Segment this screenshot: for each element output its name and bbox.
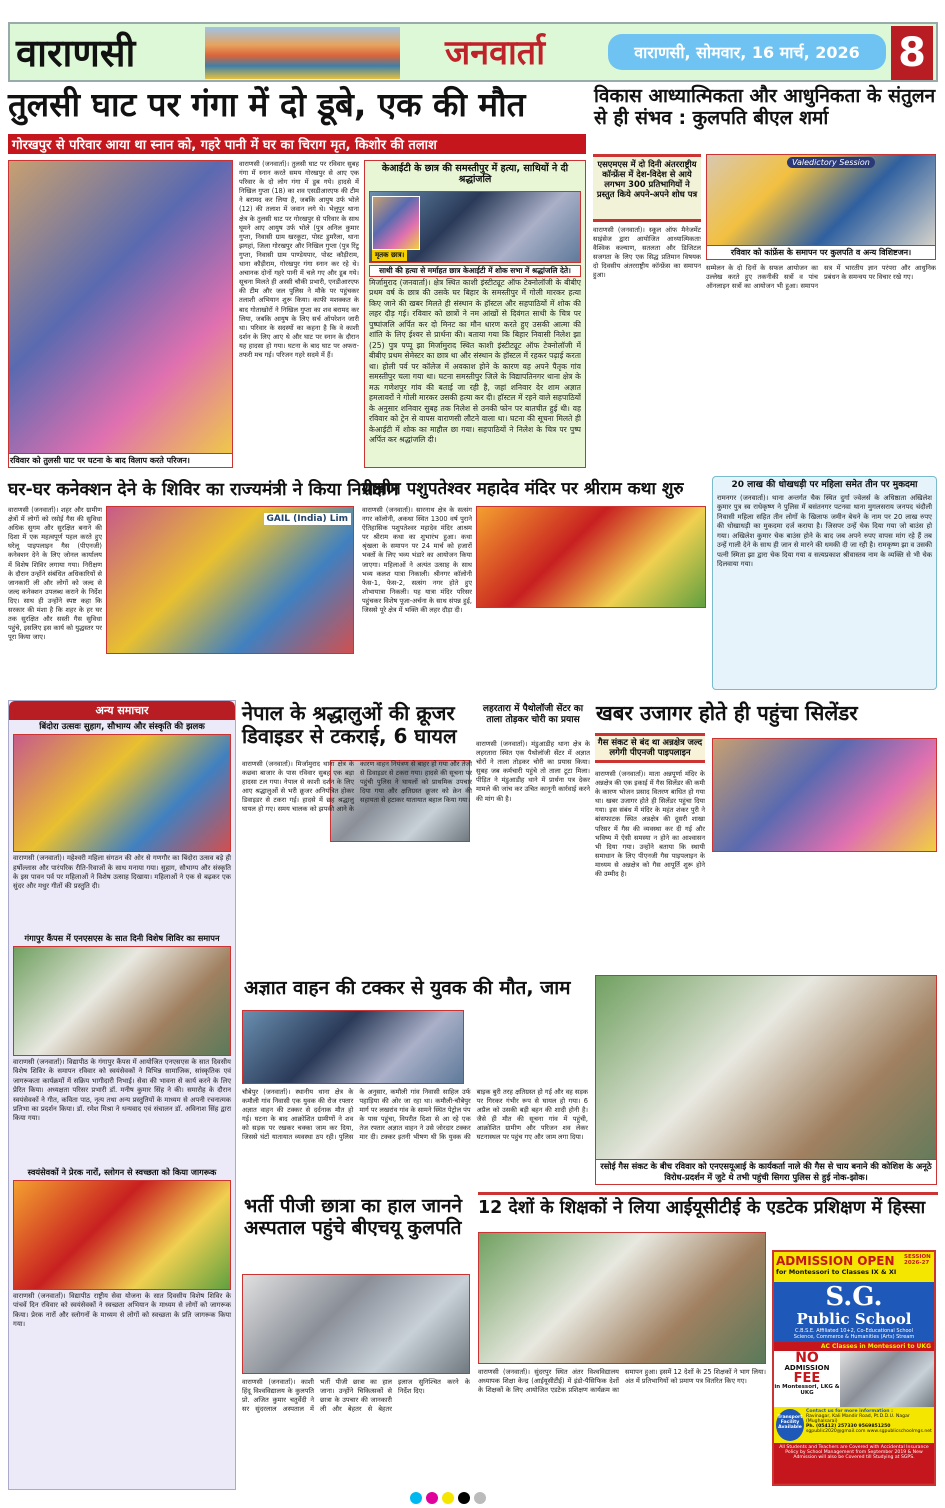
gail-body: वाराणसी (जनवार्ता)। शहर और ग्रामीण क्षेत्रों में लोगों को रसोई गैस की सुविधा अधिक सुगम और सुरक्षित बनाने की दिशा में एक महत्वपूर्ण पहल करते हुए घरेलू पाइपलाइन गैस (पीएनजी) कनेक्शन देने के लिए जोनल कार्यालय में विशेष शिविर लगाया गया। निरीक्षण के दौरान उन्होंने संबंधित अधिकारियों से जानकारी ली और लोगों को जल्द से जल्द कनेक्शन उपलब्ध कराने के निर्देश दिए। साथ ही उन्होंने स्पष्ट कहा कि सरकार की मंशा है कि शहर के हर घर तक सुरक्षित और सस्ती गैस सुविधा पहुंचे, इसलिए इस कार्य को युद्धस्तर पर पूरा किया जाए। [8, 506, 102, 642]
accident-photo [242, 1010, 464, 1084]
ad-contact: Contact us for more information : [806, 1409, 893, 1414]
masthead [8, 22, 938, 82]
protest-caption: रसोई गैस संकट के बीच रविवार को एनएसयूआई के कार्यकर्ता नाले की गैस से चाय बनाने की कोशिश के अनूठे विरोध-प्रदर्शन में जुटे थे तभी पहुंची सिगरा पुलिस से हुई नोक-झोक। [596, 1159, 936, 1184]
katha-headline: प्राचीन पशुपतेश्वर महादेव मंदिर पर श्रीराम कथा शुरु [362, 479, 684, 499]
item3-body: वाराणसी (जनवार्ता)। विद्यापीठ राष्ट्रीय सेवा योजना के सात दिवसीय विशेष शिविर के पांचवें दिन रविवार को स्वयंसेवकों ने स्वच्छता अभियान के माध्यम से लोगों को जागरूक किया। प्रेरक नारों और स्लोगनों के माध्यम से लोगों को स्वच्छता के प्रति जागरूक किया गया। [13, 1291, 231, 1328]
ad-transport: Transport Facility Available [776, 1409, 804, 1441]
ad-classroom-photo [840, 1351, 934, 1407]
cylinder-headline: खबर उजागर होते ही पहुंचा सिलेंडर [596, 701, 858, 725]
sms-caption: रविवार को कांफ्रेंस के समापन पर कुलपति व अन्य विशिष्टजन। [707, 245, 935, 259]
gail-headline: घर-घर कनेक्शन देने के शिविर का राज्यमंत्री ने किया निरीक्षण [8, 480, 399, 500]
fraud-box [712, 476, 937, 690]
nepal-headline: नेपाल के श्रद्धालुओं की क्रूजर डिवाइडर से टकराई, 6 घायल [242, 701, 457, 748]
ad-address: Ravinagar, Kali Mandir Road, Pt.D.D.U. Nagar (Mughalsarai) [806, 1414, 910, 1424]
fraud-headline: 20 लाख की धोखधड़ी पर महिला समेत तीन पर मुकदमा [731, 480, 918, 490]
ad-session: SESSION 2026-27 [904, 1254, 931, 1266]
bhu-body: वाराणसी (जनवार्ता)। काशी हिंदू विश्वविद्यालय के कुलपति प्रो. अजित कुमार चतुर्वेदी ने सर सुंदरलाल अस्पताल में भर्ती पीजी छात्रा का हाल जाना। उन्होंने चिकित्सकों से छात्रा के उपचार की जानकारी ली और बेहतर से बेहतर इलाज सुनिश्चित करने के निर्देश दिए। [242, 1378, 470, 1414]
kit-caption: साथी की हत्या से मर्माहत छात्र केआईटी में शोक सभा में श्रद्धांजलि देते। [369, 265, 581, 277]
protest-photo [595, 975, 937, 1185]
item2-headline: गंगापुर कैंपस में एनएसएस के सात दिनी विशेष शिविर का समापन [24, 933, 220, 944]
other-news-label: अन्य समाचार [9, 701, 235, 720]
school-advertisement[interactable] [772, 1250, 936, 1486]
item1-photo [13, 734, 231, 852]
sms-subhead-box [593, 154, 701, 222]
sms-subhead: एसएमएस में दो दिनी अंतरराष्ट्रीय कॉन्फ्रेंस में देश-विदेश से आये लगभग 300 प्रतिभागियों ने प्रस्तुत किये अपने-अपने शोध पत्र [596, 159, 698, 200]
item1-headline: बिंदोरा उत्सवः सुहाग, सौभाग्य और संस्कृति की झलक [39, 722, 205, 732]
valedictory-banner: Valedictory Session [787, 157, 875, 168]
gail-photo [106, 506, 354, 654]
sms-body-2: सम्मेलन के दो दिनों के सफल आयोजन का उल्लेख करते हुए तकनीकी सत्रों व पांच ऑनलाइन सत्रों का आयोजन भी हुआ। समापन सत्र में भारतीय ज्ञान परंपरा और आधुनिक प्रबंधन के समन्वय पर विचार रखे गए। [706, 264, 936, 291]
item2-photo [13, 946, 231, 1056]
ad-stream: Science, Commerce & Humanities (Arts) Stream [793, 1334, 915, 1340]
ad-ac-classes: AC Classes in Montessori to UKG [774, 1342, 934, 1351]
ad-admission-open: ADMISSION OPEN [776, 1254, 895, 1268]
newspaper-logo: जनवार्ता [445, 33, 545, 73]
ad-school-initials: S.G. [825, 1282, 883, 1312]
katha-body: वाराणसी (जनवार्ता)। सारनाथ क्षेत्र के सत्संग नगर कॉलोनी, अकथा स्थित 1300 वर्ष पुराने ऐतिहासिक पशुपतेश्वर महादेव मंदिर आश्रम पर श्रीराम कथा का शुभारंभ हुआ। कथा श्रृंखला के समापन पर 24 मार्च को हजारों भक्तों के लिए भव्य भंडारे का आयोजन किया जाएगा। महिलाओं ने अत्यंत उत्साह के साथ भव्य कलश यात्रा निकाली। श्रीनगर कॉलोनी फेस-1, फेस-2, सत्संग नगर होते हुए शोभायात्रा निकली। यह यात्रा मंदिर परिसर पहुंचकर विशेष पूजा-अर्चना के साथ संपन्न हुई, जिससे पूरे क्षेत्र में भक्ति की लहर दौड़ा दी। [362, 506, 472, 615]
kit-body: मिर्जामुराद (जनवार्ता)। क्षेत्र स्थित काशी इंस्टीट्यूट ऑफ टेक्नोलॉजी के बीबीए प्रथम वर्ष के छात्र की उसके घर बिहार के समस्तीपुर में गोली मारकर हत्या किए जाने की खबर मिलते ही संस्थान के हॉस्टल और सहपाठियों में शोक की लहर दौड़ गई। रविवार को छात्रों ने नम आंखों से दिवंगत साथी के चित्र पर पुष्पांजलि अर्पित कर दो मिनट का मौन धारण करते हुए उसकी आत्मा की शांति के लिए ईश्वर से प्रार्थना की। बताया गया कि बिहार निवासी निलेश झा (25) पुत्र पप्पू झा मिर्जामुराद स्थित काशी इंस्टीट्यूट ऑफ टेक्नोलॉजी में बीबीए प्रथम सेमेस्टर का छात्र था और संस्थान के हॉस्टल में रहकर पढ़ाई करता था। होली पर्व पर कॉलेज में अवकाश होने के कारण वह अपने पैतृक गांव समस्तीपुर चला गया था। घटना समस्तीपुर जिले के विद्यापतिनगर थाना क्षेत्र के मऊ गणेशपुर गांव की बताई जा रही है, जहां शनिवार देर शाम अज्ञात हमलावरों ने गोली मारकर उसकी हत्या कर दी। हॉस्टल में रहने वाले सहपाठियों के अनुसार शनिवार सुबह तक निलेश से उनकी फोन पर बातचीत हुई थी। वह रविवार को ट्रेन से वापस वाराणसी लौटने वाला था। घटना की सूचना मिलते ही केआईटी में शोक का माहौल छा गया। सहपाठियों ने निलेश के चित्र पर पुष्प अर्पित कर श्रद्धांजलि दी। [369, 278, 581, 445]
ad-admission: ADMISSION [784, 1364, 830, 1372]
bhu-headline: भर्ती पीजी छात्रा का हाल जानने अस्पताल पहुंचे बीएचयू कुलपति [244, 1195, 463, 1239]
gail-sign: GAIL (India) Lim [264, 513, 351, 525]
nepal-body: वाराणसी (जनवार्ता)। मिर्जामुराद थाना क्षेत्र के कछवा बाजार के पास रविवार सुबह एक बड़ा हादसा टल गया। नेपाल से काशी दर्शन के लिए आए श्रद्धालुओं से भरी क्रूजर अनियंत्रित होकर डिवाइडर से टकरा गई। हादसे में छह श्रद्धालु घायल हो गए। समय चालक को झपकी आने के कारण वाहन नियंत्रण से बाहर हो गया और तेजी से डिवाइडर से टकरा गया। हादसे की सूचना पर पहुंची पुलिस ने घायलों को प्राथमिक उपचार दिया गया और क्षतिग्रस्त क्रूजर को क्रेन की सहायता से हटाकर यातायात बहाल किया गया। [242, 760, 472, 814]
city-title: वाराणसी [16, 31, 136, 75]
lahartara-body: वाराणसी (जनवार्ता)। मंडुआडीह थाना क्षेत्र के लहरतारा स्थित एक पैथोलॉजी सेंटर में अज्ञात चोरों ने ताला तोड़कर चोरी का प्रयास किया। सुबह जब कर्मचारी पहुंचे तो ताला टूटा मिला। पीड़ित ने मंडुआडीह थाने में प्रार्थना पत्र देकर मामले की जांच कर उचित कानूनी कार्रवाई करने की मांग की है। [476, 740, 590, 803]
ad-school-name: Public School [796, 1310, 912, 1328]
magenta-dot [426, 1492, 438, 1504]
cylinder-subhead: गैस संकट से बंद था अन्नक्षेत्र जल्द लगेगी पीएनजी पाइपलाइन [597, 738, 703, 759]
ad-fee-for: in Montessori, LKG & UKG [774, 1384, 840, 1396]
item1-body: वाराणसी (जनवार्ता)। महेश्वरी महिला संगठन की ओर से गणगौर का बिंदोरा उत्सव बड़े ही हर्षोल्लास और पारंपरिक रीति-रिवाजों के साथ मनाया गया। सुहाग, सौभाग्य और संस्कृति के इस पावन पर्व पर महिलाओं ने विशेष उत्साह दिखाया। महिलाओं ने एक से बढ़कर एक सुंदर और मधुर गीतों की प्रस्तुति दी। [13, 854, 231, 891]
lead-subhead: गोरखपुर से परिवार आया था स्नान को, गहरे पानी में घर का चिराग मृत, किशोर की तलाश [8, 134, 586, 154]
lead-photo-caption: रविवार को तुलसी घाट पर घटना के बाद विलाप करते परिजन। [9, 453, 232, 467]
iucte-body: वाराणसी (जनवार्ता)। सुंदरपुर स्थित अंतर विश्वविद्यालय अध्यापक शिक्षा केन्द्र (आईयूसीटीई) में इंडो-पैसिफिक देशों के शिक्षकों के लिए आयोजित एडटेक प्रशिक्षण कार्यक्रम का समापन हुआ। इसमें 12 देशों के 25 शिक्षकों ने भाग लिया। अंत में प्रतिभागियों को प्रमाण पत्र वितरित किए गए। [478, 1368, 766, 1395]
accident-body: चौबेपुर (जनवार्ता)। स्थानीय थाना क्षेत्र के कमौली गांव निवासी एक युवक की रोज रफ्तार अज्ञात वाहन की टक्कर से दर्दनाक मौत हो गई। घटना के बाद आक्रोशित ग्रामीणों ने शव को सड़क पर रखकर चक्का जाम कर दिया, जिससे घंटों यातायात व्यवस्था ठप रही। पुलिस के अनुसार, कमौली गांव निवासी साहिल उर्फ पहाड़िया की ओर जा रहा था। कमौली-चौबेपुर मार्ग पर लखरांव गांव के सामने स्थित पेट्रोल पंप के पास पहुंचा, विपरीत दिशा से आ रहे एक तेज रफ्तार अज्ञात वाहन ने उसे जोरदार टक्कर मार दी। टक्कर इतनी भीषण थी कि युवक की बाइक बुरी तरह क्षतिग्रस्त हो गई और वह सड़क पर गिरकर गंभीर रूप से घायल हो गया। 6 अप्रैल को उसकी बड़ी बहन की शादी होनी है। जैसे ही मौत की सूचना गांव में पहुंची, आक्रोशित ग्रामीण और परिजन शव लेकर घटनास्थल पर पहुंच गए और जाम लगा दिया। [242, 1088, 588, 1142]
sms-photo [706, 154, 936, 260]
ad-for: for Montessori to Classes IX & XI [776, 1268, 897, 1276]
black-dot [458, 1492, 470, 1504]
deceased-photo [372, 196, 420, 250]
page-number: 8 [891, 26, 933, 80]
cylinder-subhead-box [595, 733, 705, 763]
ad-fee: FEE [793, 1371, 821, 1386]
bhu-photo [242, 1274, 470, 1374]
yellow-dot [442, 1492, 454, 1504]
kit-headline: केआईटी के छात्र की समस्तीपुर में हत्या, साथियों ने दी श्रद्धांजलि [381, 163, 569, 186]
fraud-body: रामनगर (जनवार्ता)। थाना अन्तर्गत चैक स्थित दुर्गा ज्वेलर्स के अधिष्ठाता अखिलेश कुमार पुत्र स्व राधेकृष्ण ने पुलिस में बसंतनगर पटनवा थाना मुगलसराय जनपद चंदौली निवासी महिला सहित तीन लोगों के खिलाफ जमीन बेचने के नाम पर 20 लाख रुपए की धोखाधड़ी का मुकदमा दर्ज कराया है। जिसपर उन्हें चेक दिया गया जो बाउंस हो गया। अखिलेश कुमार चेक बाउंस होने के बाद जब अपने रुपए वापस मांग रहे हैं तब उन्हें गाली देने के साथ ही जान से मारने की धमकी दी जा रही है। रामकृष्ण झा व उसकी पत्नी स्मिता झा द्वारा चेक दिया गया व सत्यप्रकाश श्रीवास्तव नाम के व्यक्ति से भी चेक दिलवाया गया। [717, 493, 932, 569]
other-news-column [8, 700, 236, 1490]
cylinder-body: वाराणसी (जनवार्ता)। माता अन्नपूर्णा मंदिर के अन्नक्षेत्र की एक इकाई में गैस सिलेंडर की कमी के कारण भोजन प्रसाद वितरण बाधित हो गया था। खबर उजागर होते ही सिलेंडर पहुंचा दिया गया। इस संबंध में मंदिर के महंत शंकर पुरी ने बांसफाटक स्थित अन्नक्षेत्र की दूसरी शाखा परिसर में गैस की व्यवस्था कर दी गई और भविष्य में ऐसी समस्या न होने का आश्वासन भी दिया गया। उन्होंने बताया कि स्थायी समाधान के लिए पीएनजी गैस पाइपलाइन के माध्यम से अन्नक्षेत्र को गैस आपूर्ति शुरू होने की उम्मीद है। [595, 770, 705, 879]
katha-photo [476, 506, 706, 608]
ghat-photo [205, 27, 400, 79]
iucte-photo [478, 1232, 766, 1364]
ad-insurance: All Students and Teachers are Covered with Accidental Insurance Policy by School Management from September 2019 & New Admission will also be Covered till Studying at SGPS. [774, 1443, 934, 1483]
ad-phone[interactable]: Ph. (05412) 257330 9569851250 [806, 1424, 891, 1429]
item3-headline: स्वयंसेवकों ने प्रेरक नारों, स्लोगन से स्वच्छता को किया जागरूक [27, 1167, 217, 1178]
ad-affiliation: C.B.S.E. Affiliated 10+2, Co-Educational School [795, 1328, 913, 1334]
kit-photo [369, 191, 581, 263]
accident-headline: अज्ञात वाहन की टक्कर से युवक की मौत, जाम [244, 977, 571, 999]
ad-no: NO [795, 1350, 819, 1366]
lead-body: वाराणसी (जनवार्ता)। तुलसी घाट पर रविवार सुबह गंगा में स्नान करते समय गोरखपुर से आए एक परिवार के दो लोग गंगा में डूब गये। हादसे में निखिल गुप्ता (18) का शव एसडीआरएफ की टीम ने बरामद कर लिया है, जबकि आयुष उर्फ भोले (12) की तलाश में जवान लगे थे। भेलूपुर थाना क्षेत्र के तुलसी घाट पर गोरखपुर से परिवार के साथ घूमने आए आयुष उर्फ भोले (पुत्र अनिल कुमार गुप्ता, निवासी ग्राम खरकूटा, पोस्ट डुमरैला, थाना झगहां, जिला गोरखपुर और निखिल गुप्ता (पुत्र रिंटू गुप्ता, निवासी ग्राम पाण्डेयपार, पोस्ट कौड़ीराम, थाना कौड़ीराम, गोरखपुर गंगा स्नान कर रहे थे। अचानक दोनों गहरे पानी में चले गए और डूब गये। सूचना मिलते ही अस्सी चौकी प्रभारी, एनडीआरएफ की टीम और जल पुलिस ने मौके पर पहुंचकर तलाशी अभियान शुरू किया। काफी मशक्कत के बाद गोताखोरों ने निखिल गुप्ता का शव बरामद कर लिया, जबकि आयुष के लिए सर्च ऑपरेशन जारी था। परिवार के सदस्यों का कहना है कि वे काशी दर्शन के लिए आए थे और घाट पर स्नान के दौरान यह हादसा हो गया। घटना के बाद घाट पर अफरा-तफरी मच गई। परिजन गहरे सदमे में हैं। [239, 160, 359, 359]
sms-body: वाराणसी (जनवार्ता)। स्कूल ऑफ मैनेजमेंट साइंसेज द्वारा आयोजित आध्यात्मिकताः वैश्विक कल्याण, सतलता और डिजिटल सजगता के लिए एक सिद्ध प्रतिमान विषयक दो दिवसीय अंतरराष्ट्रीय कॉन्फ्रेंस का समापन हुआ। [593, 226, 701, 280]
iucte-headline: 12 देशों के शिक्षकों ने लिया आईयूसीटीई के एडटेक प्रशिक्षण में हिस्सा [478, 1198, 926, 1218]
lead-headline: तुलसी घाट पर गंगा में दो डूबे, एक की मौत [8, 85, 526, 124]
ad-email[interactable]: sgpublic2020@gmail.com www.sgpublicschoolmgs.net [806, 1429, 932, 1434]
divider [478, 1192, 938, 1195]
item2-body: वाराणसी (जनवार्ता)। विद्यापीठ के गंगापुर कैंपस में आयोजित एनएसएस के सात दिवसीय विशेष शिविर के समापन रविवार को स्वयंसेवकों ने विभिन्न सामाजिक, सांस्कृतिक एवं जागरूकता कार्यक्रमों में सक्रिय भागीदारी निभाई। सेवा की भावना से कार्य करने के लिए प्रेरित किया। अध्यक्षता परिसर प्रभारी डॉ. मनीष कुमार सिंह ने की। समारोह के दौरान स्वयंसेवकों ने गीत, कविता पाठ, नृत्य तथा अन्य प्रस्तुतियों के माध्यम से अपनी रचनात्मक प्रतिभा का प्रदर्शन किया। डॉ. रमेश मिश्रा ने धन्यवाद एवं संचालन डॉ. अविनाश सिंह द्वारा किया गया। [13, 1058, 231, 1123]
grey-dot [474, 1492, 486, 1504]
lahartara-headline: लहरतारा में पैथोलॉजी सेंटर का ताला तोड़कर चोरी का प्रयास [482, 704, 584, 725]
item3-photo [13, 1180, 231, 1290]
sms-headline: विकास आध्यात्मिकता और आधुनिकता के संतुलन से ही संभव : कुलपति बीएल शर्मा [594, 85, 936, 129]
cyan-dot [410, 1492, 422, 1504]
date-badge: वाराणसी, सोमवार, 16 मार्च, 2026 [608, 34, 886, 70]
lead-photo [8, 160, 233, 468]
inset-label: मृतक छात्र। [372, 250, 407, 261]
registration-marks [410, 1489, 490, 1508]
kit-story-box [364, 160, 586, 468]
